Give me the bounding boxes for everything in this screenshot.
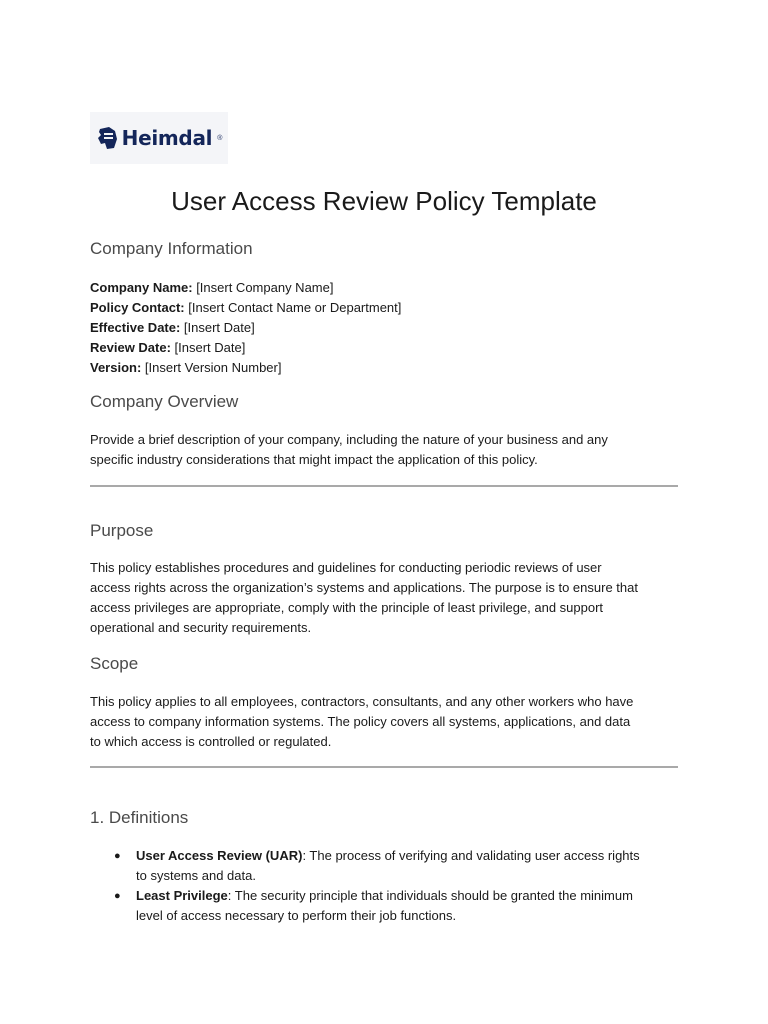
field-label: Policy Contact: <box>90 300 185 315</box>
definition-text: to systems and data. <box>136 868 256 883</box>
paragraph-line: This policy establishes procedures and guidelines for conducting periodic reviews of user <box>90 560 602 575</box>
field-company-name <box>90 278 690 298</box>
company-info-fields <box>90 278 690 378</box>
page-title: User Access Review Policy Template <box>171 186 597 216</box>
field-effective-date <box>90 318 690 338</box>
paragraph-line: specific industry considerations that might impact the application of this policy. <box>90 452 538 467</box>
definition-term: User Access Review (UAR) <box>136 848 303 863</box>
definition-term: Least Privilege <box>136 888 228 903</box>
field-value: [Insert Date] <box>170 340 246 355</box>
heimdal-logo <box>90 112 228 164</box>
purpose-heading: Purpose <box>90 521 154 540</box>
list-item <box>90 886 690 926</box>
company-overview-heading: Company Overview <box>90 392 239 411</box>
paragraph-line: access to company information systems. The policy covers all systems, applications, and data <box>90 714 631 729</box>
list-item <box>90 846 690 886</box>
paragraph-line: This policy applies to all employees, contractors, consultants, and any other workers who have <box>90 694 634 709</box>
paragraph-line: access rights across the organization’s systems and applications. The purpose is to ensure that <box>90 580 638 595</box>
company-overview-text <box>90 430 690 470</box>
field-value: [Insert Date] <box>180 320 255 335</box>
field-value: [Insert Version Number] <box>141 360 282 375</box>
bullet-icon: ● <box>114 850 121 862</box>
paragraph-line: to which access is controlled or regulated. <box>90 734 332 749</box>
bullet-icon: ● <box>114 890 121 902</box>
company-info-heading: Company Information <box>90 239 253 258</box>
field-label: Effective Date: <box>90 320 181 335</box>
definition-text: : The security principle that individuals should be granted the minimum <box>227 888 633 903</box>
field-policy-contact <box>90 298 690 318</box>
paragraph-line: access privileges are appropriate, comply with the principle of least privilege, and support <box>90 600 604 615</box>
field-version <box>90 358 690 378</box>
definitions-heading: 1. Definitions <box>90 808 189 827</box>
field-label: Company Name: <box>90 280 193 295</box>
logo-registered-mark: ® <box>217 134 223 142</box>
knight-helmet-icon <box>96 126 118 150</box>
section-divider <box>90 485 678 487</box>
field-value: [Insert Company Name] <box>192 280 334 295</box>
definition-text: : The process of verifying and validating user access rights <box>302 848 640 863</box>
definition-text: level of access necessary to perform their job functions. <box>136 908 457 923</box>
section-divider <box>90 766 678 768</box>
scope-heading: Scope <box>90 654 139 673</box>
field-label: Version: <box>90 360 142 375</box>
scope-text <box>90 692 690 752</box>
field-value: [Insert Contact Name or Department] <box>184 300 402 315</box>
purpose-text <box>90 558 690 638</box>
definitions-list <box>90 846 690 926</box>
logo-text: Heimdal <box>121 126 213 150</box>
field-review-date <box>90 338 690 358</box>
field-label: Review Date: <box>90 340 171 355</box>
paragraph-line: Provide a brief description of your company, including the nature of your business and any <box>90 432 608 447</box>
paragraph-line: operational and security requirements. <box>90 620 312 635</box>
